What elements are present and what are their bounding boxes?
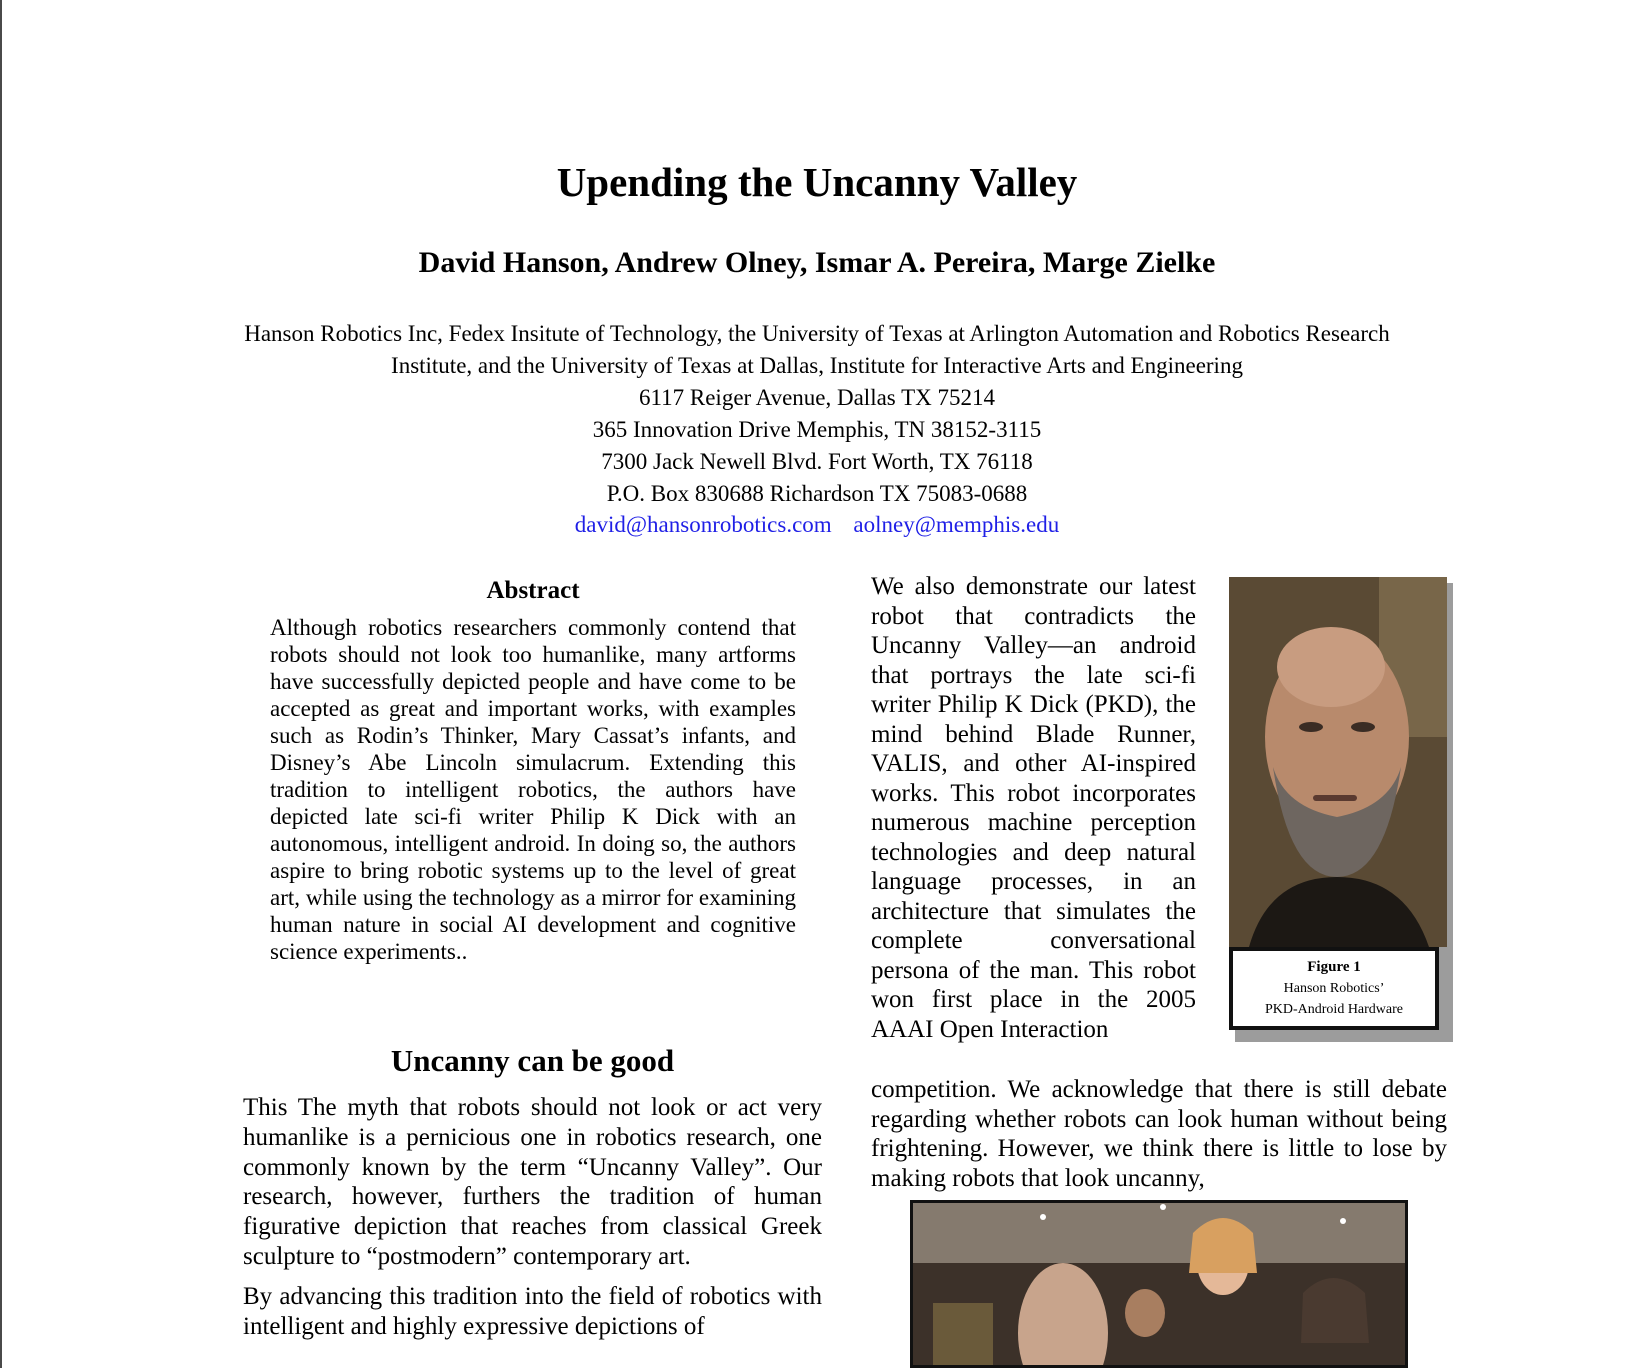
figure-1-caption-line: PKD-Android Hardware — [1264, 1002, 1404, 1017]
paper-title: Upending the Uncanny Valley — [556, 159, 1078, 205]
affiliation-line: Hanson Robotics Inc, Fedex Insitute of Technology, the University of Texas at Arlington Automation and Robotics Research — [244, 321, 1390, 346]
right-column-text-bottom: competition. We acknowledge that there is still debate regarding whether robots can look human without being frightening. However, we think there is little to lose by making robots that look uncanny, — [871, 1076, 1447, 1192]
figure-1-caption — [1229, 947, 1439, 1030]
paragraph: This The myth that robots should not look or act very humanlike is a pernicious one in robotics research, one commonly known by the term “Uncanny Valley”. Our research, however, furthers the tradition of human figurative depiction that reaches from classical Greek sculpture to “postmodern” contemporary art. — [243, 1094, 822, 1270]
right-column-text-top: We also demonstrate our latest robot that contradicts the Uncanny Valley—an android that portrays the late sci-fi writer Philip K Dick (PKD), the mind behind Blade Runner, VALIS, and other AI-inspired works. This robot incorporates numerous machine perception technologies and deep natural language processes, in an architecture that simulates the complete conversational persona of the man. This robot won first place in the 2005 AAAI Open Interaction — [871, 573, 1196, 1043]
section-heading: Uncanny can be good — [390, 1043, 675, 1078]
author-list: David Hanson, Andrew Olney, Ismar A. Pereira, Marge Zielke — [418, 246, 1216, 279]
crowd-photo-image — [913, 1203, 1405, 1365]
address-line: 7300 Jack Newell Blvd. Fort Worth, TX 76118 — [601, 449, 1033, 474]
section-body — [243, 1093, 822, 1351]
pkd-android-photo — [1229, 577, 1447, 947]
email-link-aolney[interactable]: aolney@memphis.edu — [853, 512, 1060, 537]
abstract-text: Although robotics researchers commonly contend that robots should not look too humanlike, many artforms have successfully depicted people and have come to be accepted as great and important works, with examples such as Rodin’s Thinker, Mary Cassat’s infants, and Disney’s Abe Lincoln simulacrum. Extending this tradition to intelligent robotics, the authors have depicted late sci-fi writer Philip K Dick with an autonomous, intelligent android. In doing so, the authors aspire to bring robotic systems up to the level of great art, while using the technology as a mirror for examining human nature in social AI development and cognitive science experiments.. — [270, 615, 796, 964]
figure-1-caption-line: Hanson Robotics’ — [1283, 981, 1385, 996]
affiliation-block — [0, 318, 1634, 510]
address-line: P.O. Box 830688 Richardson TX 75083-0688 — [606, 481, 1028, 506]
abstract-heading: Abstract — [486, 577, 580, 604]
figure-2-photo — [910, 1200, 1408, 1368]
email-links — [0, 510, 1634, 540]
figure-1-label: Figure 1 — [1307, 959, 1361, 975]
address-line: 365 Innovation Drive Memphis, TN 38152-3115 — [592, 417, 1042, 442]
figure-1 — [1229, 577, 1447, 1036]
paragraph: By advancing this tradition into the field of robotics with intelligent and highly expressive depictions of — [243, 1282, 822, 1340]
address-line: 6117 Reiger Avenue, Dallas TX 75214 — [638, 385, 995, 410]
email-link-david[interactable]: david@hansonrobotics.com — [574, 512, 832, 537]
android-portrait-image — [1229, 577, 1447, 947]
affiliation-line: Institute, and the University of Texas at Dallas, Institute for Interactive Arts and Engineering — [391, 353, 1243, 378]
